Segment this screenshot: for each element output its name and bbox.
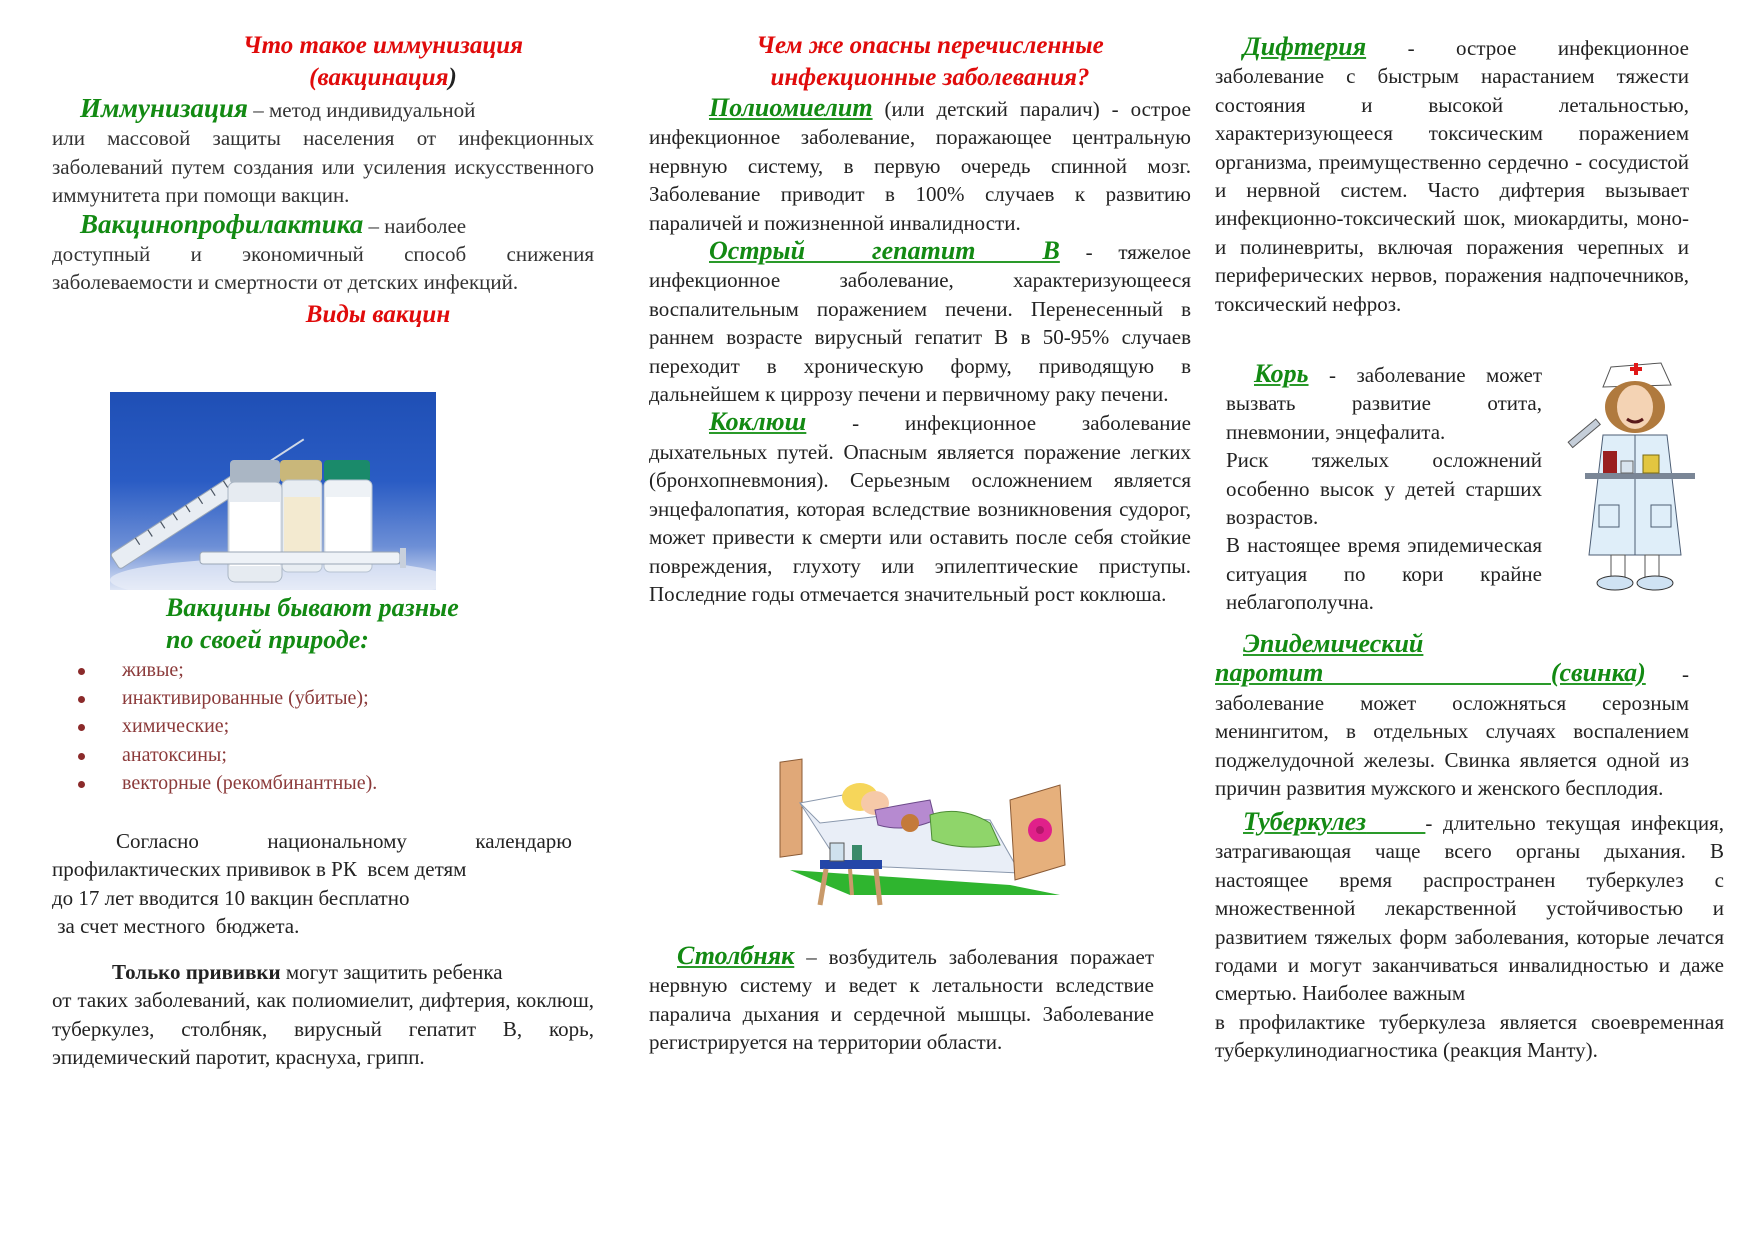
disease-description: Риск тяжелых осложнений особенно высок у детей старших возрастов. (1226, 448, 1542, 530)
paragraph-text: от таких заболеваний, как полиомиелит, дифтерия, коклюш, туберкулез, столбняк, вирусный гепатит В, корь, эпидемический паротит, краснуха, грипп. (52, 988, 594, 1070)
calendar-word: Согласно (116, 829, 199, 853)
disease-tetanus (649, 942, 1154, 1057)
heading-line: по своей природе: (166, 625, 369, 654)
column-left (52, 30, 594, 331)
disease-description: В настоящее время эпидемическая ситуация по кори крайне неблагополучна. (1226, 533, 1542, 615)
disease-measles (1226, 360, 1542, 617)
section-title-vaccine-types (52, 299, 594, 331)
calendar-word: национальному (267, 829, 407, 853)
disease-polio (649, 94, 1191, 237)
title-close-paren: ) (448, 64, 457, 91)
list-item (52, 712, 594, 740)
disease-tuberculosis (1215, 808, 1724, 1065)
disease-description: – возбудитель заболевания поражает нервную систему и ведет к летальности вследствие паралича дыхания и сердечной мышцы. Заболевание регистрируется на территории области. (649, 945, 1154, 1055)
disease-description: - заболевание может вызвать развитие отита, пневмонии, энцефалита. (1226, 363, 1542, 444)
disease-description: - инфекционное заболевание дыхательных путей. Опасным является поражение легких (бронхопневмония). Серьезным осложнением является энцефалопатия, которая вследствие возникновения судорог, может привести к смерти или оставить после себя стойкие повреждения, глухоту или эпилептические приступы. Последние годы отмечается значительный рост коклюша. (649, 411, 1191, 606)
calendar-line: профилактических прививок в РК всем детям (52, 857, 467, 882)
title-line: (вакцинация (309, 64, 449, 91)
bullet-icon (78, 781, 85, 788)
paragraph-text: могут защитить ребенка (280, 960, 503, 984)
title-line: Что такое иммунизация (242, 32, 524, 59)
emphasis-only-vaccines: Только прививки (112, 960, 281, 984)
list-item-text: живые; (122, 659, 184, 681)
sick-child-illustration (760, 745, 1082, 917)
list-item-text: химические; (122, 715, 230, 738)
term-vaccine-prophylaxis: Вакцинопрофилактика (80, 208, 364, 239)
list-item (52, 684, 594, 712)
section-title-immunization (52, 30, 594, 94)
list-item (52, 656, 594, 684)
disease-description: - заболевание может осложняться серозным менингитом, в отдельных случаях воспалением поджелудочной железы. Свинка является одной из причин развития мужского и женского бесплодия. (1215, 662, 1690, 801)
title-line: Чем же опасны перечисленные (756, 32, 1104, 59)
heading-text: Виды вакцин (305, 300, 451, 328)
disease-diphtheria (1215, 33, 1689, 318)
vaccine-prophylaxis-definition (52, 210, 594, 297)
definition-text: – метод индивидуальной (247, 98, 476, 122)
disease-description: - острое инфекционное заболевание с быстрым нарастанием тяжести состояния и высокой летальностью, характеризующееся токсическим поражением организма, преимущественно сердечно - сосудистой и нервной систем. Часто дифтерия вызывает инфекционно-токсический шок, миокардиты, моно- и полиневриты, включая поражения черепных и периферических нервов, поражения надпочечников, токсический нефроз. (1215, 36, 1689, 316)
term-immunization: Иммунизация (80, 93, 248, 123)
nurse-illustration (1563, 355, 1708, 592)
calendar-paragraph (52, 827, 572, 941)
list-item-text: анатоксины; (122, 743, 227, 766)
bullet-icon (78, 668, 85, 675)
calendar-line: до 17 лет вводится 10 вакцин бесплатно (52, 885, 410, 910)
disease-description: в профилактике туберкулеза является своевременная туберкулинодиагностика (реакция Манту). (1215, 1009, 1724, 1063)
disease-description: - тяжелое инфекционное заболевание, характеризующееся воспалительным поражением печени. Перенесенный в раннем возрасте вирусный гепатит В в 50-95% случаев переходит в хроническую форму, приводящую в дальнейшем к циррозу печени и первичному раку печени. (649, 240, 1191, 407)
bullet-icon (78, 753, 85, 760)
definition-text: – наиболее (363, 213, 467, 238)
bullet-icon (78, 724, 85, 731)
vaccine-photo (110, 392, 436, 590)
term-tetanus: Столбняк (677, 941, 795, 970)
list-item-text: инактивированные (убитые); (122, 687, 369, 710)
disease-description: (или детский паралич) - острое инфекционное заболевание, поражающее центральную нервную систему, в первую очередь спинной мозг. Заболевание приводит в 100% случаев к развитию параличей и пожизненной инвалидности. (649, 97, 1191, 235)
term-pertussis: Коклюш (709, 407, 807, 437)
calendar-line (52, 827, 572, 855)
vaccine-types-list (52, 656, 594, 797)
term-measles: Корь (1254, 359, 1309, 388)
definition-text: доступный и экономичный способ снижения заболеваемости и смертности от детских инфекций. (52, 242, 594, 295)
term-hepatitis-b: Острый гепатит В (709, 236, 1060, 266)
only-vaccines-paragraph (52, 958, 594, 1072)
section-title-dangers (649, 30, 1191, 94)
term-mumps: Эпидемический паротит (свинка) (1215, 629, 1646, 688)
term-underline-pad (1366, 807, 1425, 836)
disease-description: - длительно текущая инфекция, затрагивающая чаще всего органы дыхания. В настоящее время распространен туберкулез с множественной лекарственной устойчивостью и развитием тяжелых форм заболевания, которые лечатся годами и могут заканчиваться инвалидностью и даже смертью. Наиболее важным (1215, 811, 1724, 1006)
definition-text: или массовой защиты населения от инфекционных заболеваний путем создания или усиления искусственного иммунитета при помощи вакцин. (52, 126, 594, 208)
title-line: инфекционные заболевания? (770, 64, 1090, 91)
nurse-icon (1563, 355, 1708, 592)
disease-hepatitis-b (649, 237, 1191, 408)
term-diphtheria: Дифтерия (1243, 32, 1367, 61)
sick-child-in-bed-icon (760, 745, 1082, 917)
calendar-line: за счет местного бюджета. (52, 914, 300, 939)
syringe-and-vials-icon (110, 392, 436, 590)
list-item (52, 741, 594, 769)
heading-line: Вакцины бывают разные (166, 593, 459, 622)
bullet-icon (78, 696, 85, 703)
disease-pertussis (649, 408, 1191, 608)
term-polio: Полиомиелит (709, 93, 873, 122)
term-tuberculosis: Туберкулез (1243, 807, 1367, 836)
calendar-word: календарю (475, 829, 572, 853)
list-item (52, 769, 594, 797)
column-left-lower (52, 592, 594, 797)
vaccine-nature-heading (52, 592, 594, 656)
immunization-definition (52, 94, 594, 210)
list-item-text: векторные (рекомбинантные). (122, 771, 378, 794)
column-middle (649, 30, 1191, 608)
disease-mumps (1215, 630, 1689, 802)
